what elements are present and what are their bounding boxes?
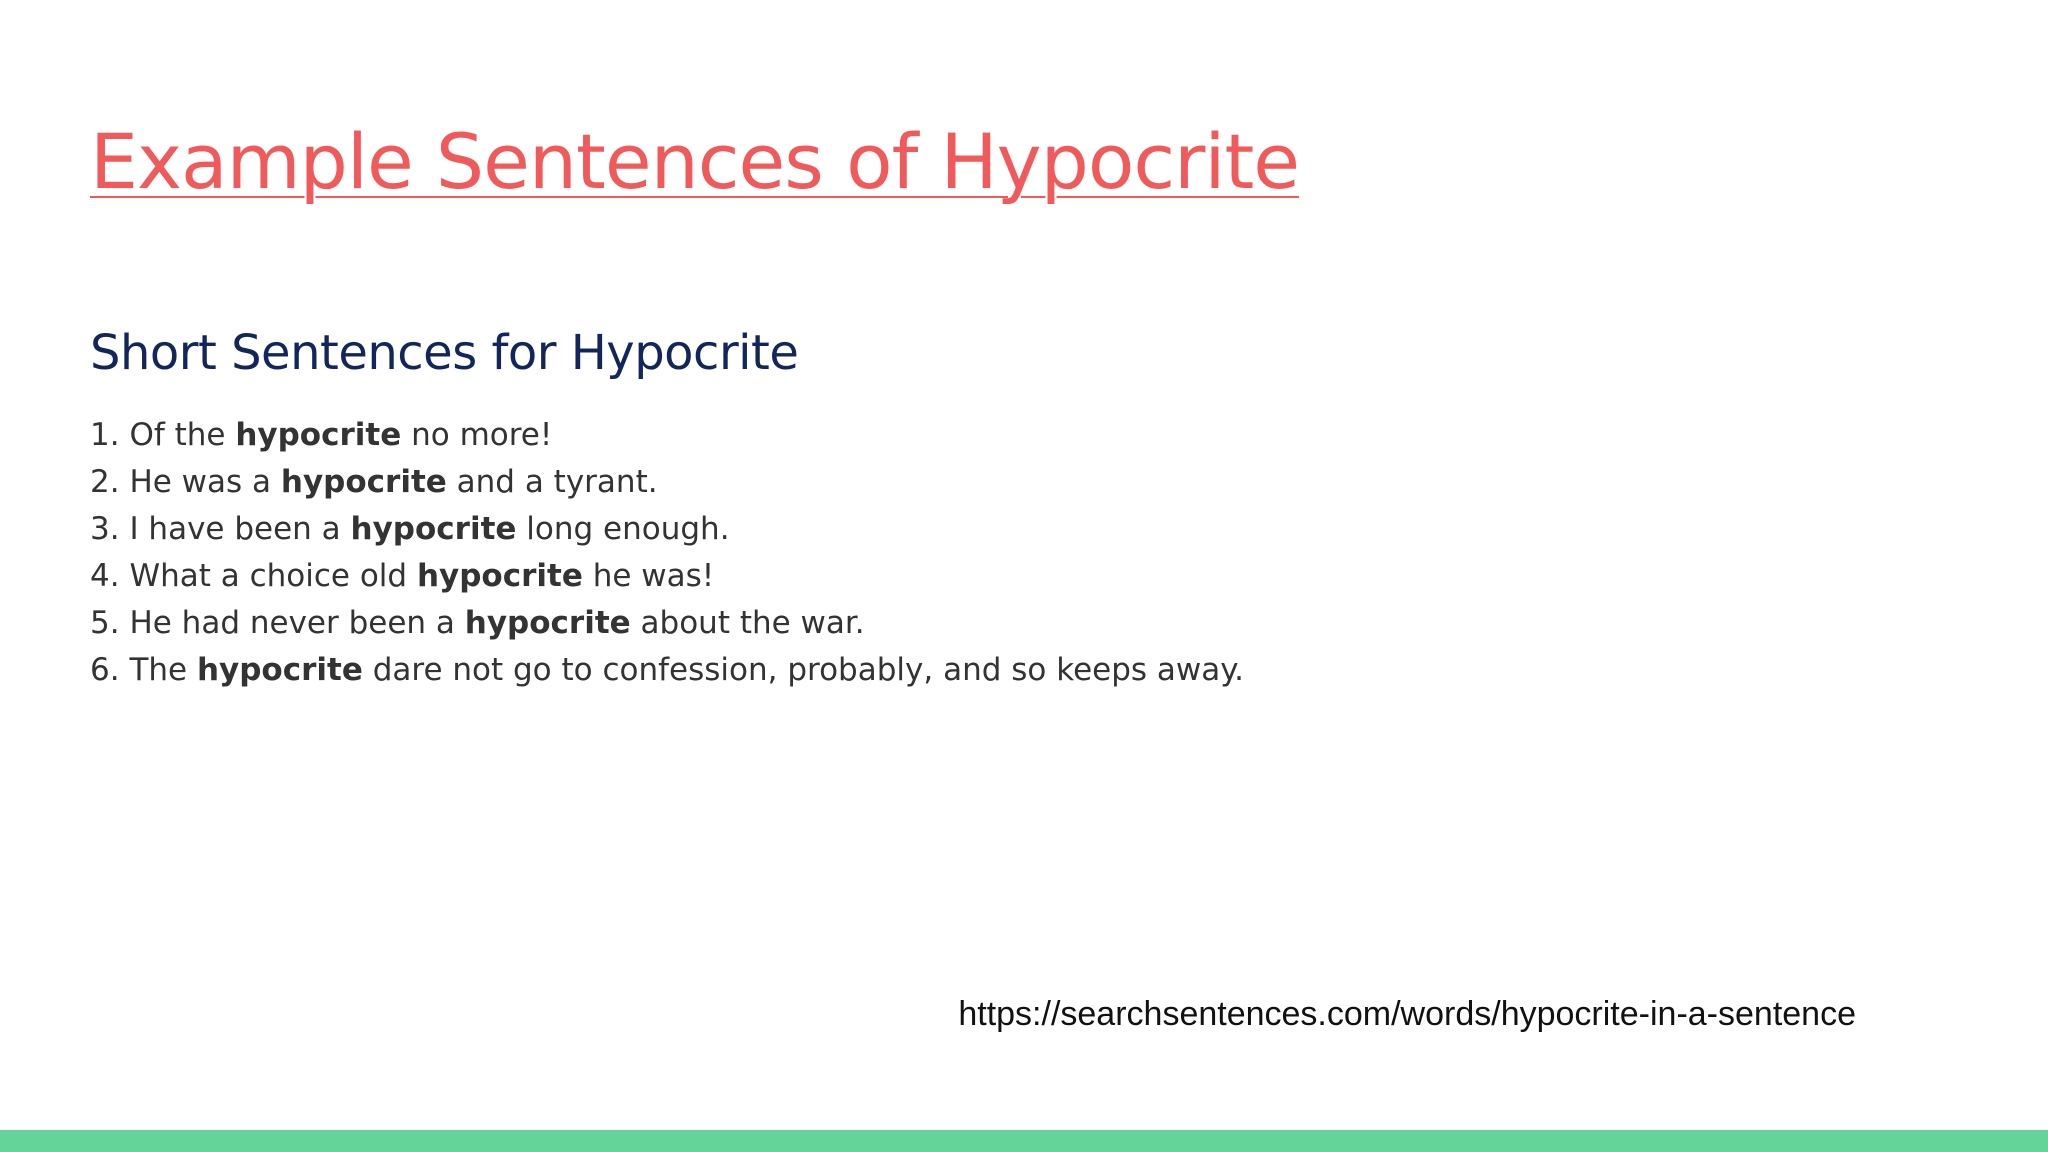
sentence-text: no more! (401, 417, 553, 453)
section-heading: Short Sentences for Hypocrite (90, 325, 799, 381)
sentence-text: about the war. (630, 605, 865, 641)
item-number: 2. (90, 464, 120, 500)
item-number: 6. (90, 652, 120, 688)
list-item (90, 647, 1244, 694)
keyword: hypocrite (464, 605, 631, 641)
list-item (90, 600, 1244, 647)
item-number: 4. (90, 558, 120, 594)
sentence-text: He was a (129, 464, 281, 500)
sentence-text: dare not go to confession, probably, and so keeps away. (362, 652, 1245, 688)
sentence-text: he was! (582, 558, 715, 594)
page-title[interactable]: Example Sentences of Hypocrite (90, 117, 1300, 206)
sentence-list (90, 412, 1244, 694)
list-item (90, 506, 1244, 553)
list-item (90, 553, 1244, 600)
sentence-text: What a choice old (129, 558, 417, 594)
keyword: hypocrite (196, 652, 363, 688)
keyword: hypocrite (416, 558, 583, 594)
list-item (90, 459, 1244, 506)
list-item (90, 412, 1244, 459)
keyword: hypocrite (235, 417, 402, 453)
source-url: https://searchsentences.com/words/hypocrite-in-a-sentence (958, 995, 1856, 1033)
item-number: 5. (90, 605, 120, 641)
sentence-text: The (129, 652, 197, 688)
sentence-text: long enough. (516, 511, 730, 547)
sentence-text: He had never been a (129, 605, 465, 641)
item-number: 1. (90, 417, 120, 453)
sentence-text: and a tyrant. (446, 464, 658, 500)
sentence-text: I have been a (129, 511, 351, 547)
keyword: hypocrite (350, 511, 517, 547)
keyword: hypocrite (280, 464, 447, 500)
sentence-text: Of the (129, 417, 236, 453)
bottom-accent-bar (0, 1130, 2048, 1152)
item-number: 3. (90, 511, 120, 547)
